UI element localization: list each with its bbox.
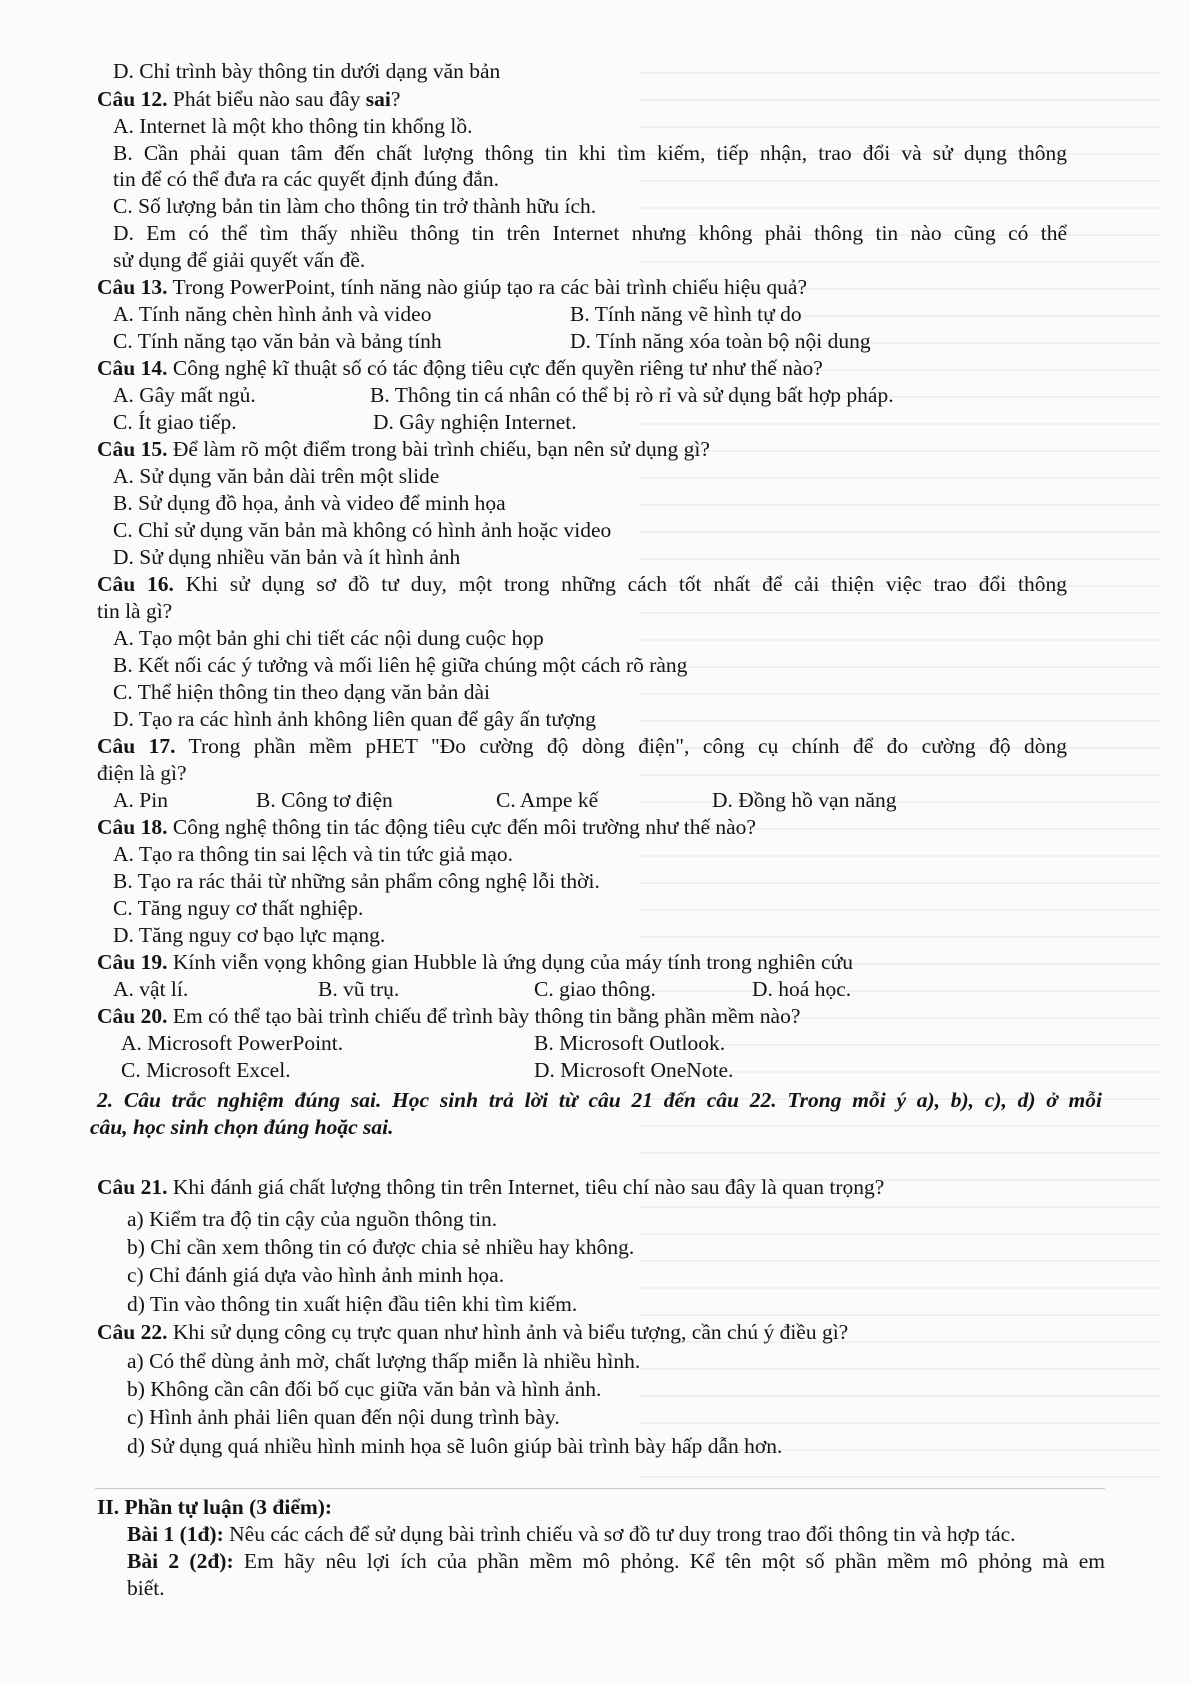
q20-option-a: A. Microsoft PowerPoint. [121, 1031, 344, 1055]
question-20: Câu 20. Em có thể tạo bài trình chiếu để trình bày thông tin bằng phần mềm nào? [97, 1004, 801, 1028]
q20-option-b: B. Microsoft Outlook. [534, 1031, 726, 1055]
q18-option-c: C. Tăng nguy cơ thất nghiệp. [113, 896, 364, 920]
question-18: Câu 18. Công nghệ thông tin tác động tiêu cực đến môi trường như thế nào? [97, 815, 756, 839]
q20-option-c: C. Microsoft Excel. [121, 1058, 291, 1082]
q22-item-d: d) Sử dụng quá nhiều hình minh họa sẽ luôn giúp bài trình bày hấp dẫn hơn. [127, 1434, 783, 1458]
q21-item-b: b) Chỉ cần xem thông tin có được chia sẻ nhiều hay không. [127, 1235, 635, 1259]
q16-option-a: A. Tạo một bản ghi chi tiết các nội dung cuộc họp [113, 626, 544, 650]
question-21: Câu 21. Khi đánh giá chất lượng thông tin trên Internet, tiêu chí nào sau đây là quan trọng? [97, 1175, 885, 1199]
q12-option-b-cont: tin để có thể đưa ra các quyết định đúng đắn. [113, 167, 499, 191]
q14-option-b: B. Thông tin cá nhân có thể bị rò rỉ và sử dụng bất hợp pháp. [370, 383, 894, 407]
q18-option-a: A. Tạo ra thông tin sai lệch và tin tức giả mạo. [113, 842, 513, 866]
q19-option-b: B. vũ trụ. [318, 977, 400, 1001]
q21-item-c: c) Chỉ đánh giá dựa vào hình ảnh minh họa. [127, 1263, 505, 1287]
q12-option-a: A. Internet là một kho thông tin khổng lồ. [113, 114, 473, 138]
q19-option-c: C. giao thông. [534, 977, 656, 1001]
q15-option-c: C. Chỉ sử dụng văn bản mà không có hình ảnh hoặc video [113, 518, 612, 542]
q18-option-b: B. Tạo ra rác thải từ những sản phẩm công nghệ lỗi thời. [113, 869, 600, 893]
question-17: Câu 17. Trong phần mềm pHET "Đo cường độ dòng điện", công cụ chính để đo cường độ dòng [97, 734, 1067, 758]
q12-option-d-cont: sử dụng để giải quyết vấn đề. [113, 248, 366, 272]
q17-option-c: C. Ampe kế [496, 788, 599, 812]
q12-option-d: D. Em có thể tìm thấy nhiều thông tin trên Internet nhưng không phải thông tin nào cũng có thể [113, 221, 1067, 245]
question-14: Câu 14. Công nghệ kĩ thuật số có tác động tiêu cực đến quyền riêng tư như thế nào? [97, 356, 823, 380]
question-22: Câu 22. Khi sử dụng công cụ trực quan như hình ảnh và biểu tượng, cần chú ý điều gì? [97, 1320, 849, 1344]
question-16-cont: tin là gì? [97, 599, 173, 623]
q14-option-a: A. Gây mất ngủ. [113, 383, 256, 407]
q13-option-a: A. Tính năng chèn hình ảnh và video [113, 302, 432, 326]
q22-item-b: b) Không cần cân đối bố cục giữa văn bản và hình ảnh. [127, 1377, 602, 1401]
q20-option-d: D. Microsoft OneNote. [534, 1058, 734, 1082]
essay-task-2: Bài 2 (2đ): Em hãy nêu lợi ích của phần mềm mô phỏng. Kể tên một số phần mềm mô phỏng mà em [127, 1549, 1105, 1573]
section-divider [95, 1488, 1105, 1489]
q22-item-a: a) Có thể dùng ảnh mờ, chất lượng thấp miễn là nhiều hình. [127, 1349, 641, 1373]
q15-option-d: D. Sử dụng nhiều văn bản và ít hình ảnh [113, 545, 461, 569]
bleed-through-shadow [640, 52, 1160, 1482]
q19-option-d: D. hoá học. [752, 977, 852, 1001]
q17-option-b: B. Công tơ điện [256, 788, 393, 812]
q11-option-d: D. Chỉ trình bày thông tin dưới dạng văn bản [113, 59, 501, 83]
q14-option-c: C. Ít giao tiếp. [113, 410, 237, 434]
q17-option-d: D. Đồng hồ vạn năng [712, 788, 897, 812]
q16-option-d: D. Tạo ra các hình ảnh không liên quan để gây ấn tượng [113, 707, 596, 731]
question-19: Câu 19. Kính viễn vọng không gian Hubble là ứng dụng của máy tính trong nghiên cứu [97, 950, 853, 974]
q13-option-b: B. Tính năng vẽ hình tự do [570, 302, 802, 326]
q21-item-a: a) Kiểm tra độ tin cậy của nguồn thông tin. [127, 1207, 498, 1231]
q13-option-d: D. Tính năng xóa toàn bộ nội dung [570, 329, 871, 353]
question-17-cont: điện là gì? [97, 761, 187, 785]
q12-option-c: C. Số lượng bản tin làm cho thông tin trở thành hữu ích. [113, 194, 597, 218]
q21-item-d: d) Tin vào thông tin xuất hiện đầu tiên khi tìm kiếm. [127, 1292, 578, 1316]
q13-option-c: C. Tính năng tạo văn bản và bảng tính [113, 329, 442, 353]
essay-task-1: Bài 1 (1đ): Nêu các cách để sử dụng bài trình chiếu và sơ đồ tư duy trong trao đổi thông tin và hợp tác. [127, 1522, 1016, 1546]
q19-option-a: A. vật lí. [113, 977, 189, 1001]
essay-task-2-cont: biết. [127, 1576, 165, 1600]
question-13: Câu 13. Trong PowerPoint, tính năng nào giúp tạo ra các bài trình chiếu hiệu quả? [97, 275, 807, 299]
question-16: Câu 16. Khi sử dụng sơ đồ tư duy, một trong những cách tốt nhất để cải thiện việc trao đổi thông [97, 572, 1067, 596]
q16-option-c: C. Thể hiện thông tin theo dạng văn bản dài [113, 680, 490, 704]
q18-option-d: D. Tăng nguy cơ bạo lực mạng. [113, 923, 386, 947]
q22-item-c: c) Hình ảnh phải liên quan đến nội dung trình bày. [127, 1405, 560, 1429]
q15-option-b: B. Sử dụng đồ họa, ảnh và video để minh họa [113, 491, 506, 515]
section-true-false-heading: 2. Câu trắc nghiệm đúng sai. Học sinh trả lời từ câu 21 đến câu 22. Trong mỗi ý a), b), c), d) ở mỗi [97, 1088, 1102, 1112]
section-true-false-heading-cont: câu, học sinh chọn đúng hoặc sai. [90, 1115, 394, 1139]
q12-option-b: B. Cần phải quan tâm đến chất lượng thông tin khi tìm kiếm, tiếp nhận, trao đổi và sử dụng thông [113, 141, 1067, 165]
question-12: Câu 12. Phát biểu nào sau đây sai? [97, 87, 401, 111]
question-15: Câu 15. Để làm rõ một điểm trong bài trình chiếu, bạn nên sử dụng gì? [97, 437, 710, 461]
q16-option-b: B. Kết nối các ý tưởng và mối liên hệ giữa chúng một cách rõ ràng [113, 653, 688, 677]
q14-option-d: D. Gây nghiện Internet. [373, 410, 577, 434]
q17-option-a: A. Pin [113, 788, 168, 812]
q15-option-a: A. Sử dụng văn bản dài trên một slide [113, 464, 440, 488]
section-essay-heading: II. Phần tự luận (3 điểm): [97, 1495, 333, 1519]
